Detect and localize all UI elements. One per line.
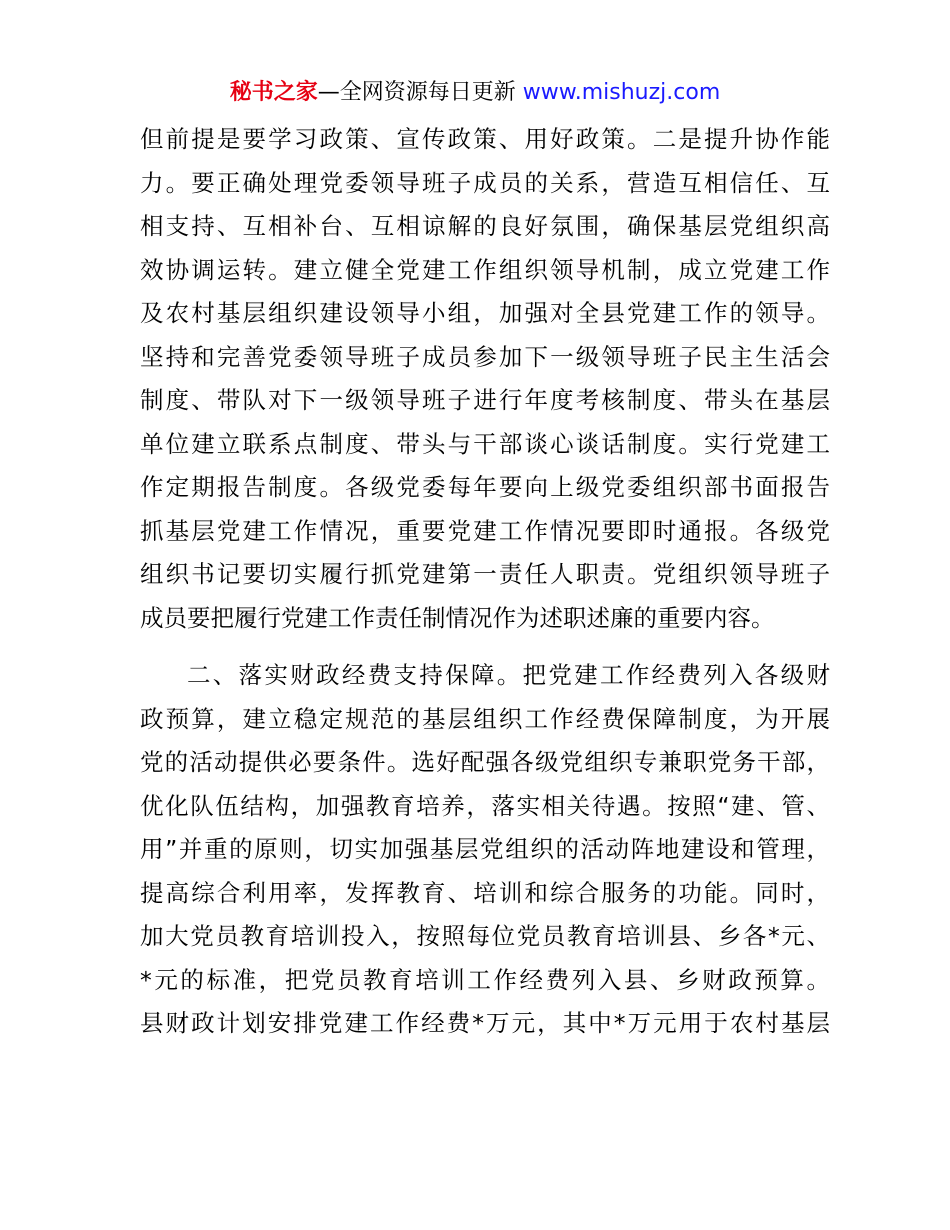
text-line: 加大党员教育培训投入，按照每位党员教育培训县、乡各*元、 [140, 922, 830, 950]
text-line: 坚持和完善党委领导班子成员参加下一级领导班子民主生活会 [140, 342, 830, 371]
text-line: 党的活动提供必要条件。选好配强各级党组织专兼职党务干部， [140, 748, 830, 776]
text-line: 用”并重的原则，切实加强基层党组织的活动阵地建设和管理， [140, 835, 830, 863]
text-line: 成员要把履行党建工作责任制情况作为述职述廉的重要内容。 [140, 603, 775, 632]
text-line: 作定期报告制度。各级党委每年要向上级党委组织部书面报告 [140, 473, 830, 501]
page-header [0, 76, 950, 110]
text-line: 力。要正确处理党委领导班子成员的关系，营造互相信任、互 [140, 168, 830, 197]
text-line: 二、落实财政经费支持保障。把党建工作经费列入各级财 [187, 661, 830, 689]
text-line: 相支持、互相补台、互相谅解的良好氛围，确保基层党组织高 [140, 212, 830, 240]
website-link[interactable]: www.mishuzj.com [522, 80, 721, 105]
text-line: 但前提是要学习政策、宣传政策、用好政策。二是提升协作能 [140, 125, 830, 153]
text-line: 组织书记要切实履行抓党建第一责任人职责。党组织领导班子 [140, 560, 830, 588]
text-line: 及农村基层组织建设领导小组，加强对全县党建工作的领导。 [140, 299, 830, 327]
text-line: 政预算，建立稳定规范的基层组织工作经费保障制度，为开展 [140, 704, 830, 733]
text-line: 制度、带队对下一级领导班子进行年度考核制度、带头在基层 [140, 386, 830, 414]
text-line: 县财政计划安排党建工作经费*万元，其中*万元用于农村基层 [140, 1009, 830, 1037]
header-tagline: —全网资源每日更新 [317, 80, 516, 105]
document-body [140, 118, 830, 1046]
paragraph-2 [140, 654, 830, 1046]
paragraph-spacer [140, 640, 830, 654]
brand-name: 秘书之家 [229, 80, 318, 105]
text-line: 单位建立联系点制度、带头与干部谈心谈话制度。实行党建工 [140, 429, 830, 458]
text-line: 提高综合利用率，发挥教育、培训和综合服务的功能。同时， [140, 878, 830, 907]
text-line: 效协调运转。建立健全党建工作组织领导机制，成立党建工作 [140, 255, 830, 284]
text-line: 优化队伍结构，加强教育培养，落实相关待遇。按照“建、管、 [140, 791, 830, 820]
text-line: 抓基层党建工作情况，重要党建工作情况要即时通报。各级党 [140, 516, 830, 545]
text-line: *元的标准，把党员教育培训工作经费列入县、乡财政预算。 [140, 965, 830, 994]
paragraph-1 [140, 118, 830, 640]
